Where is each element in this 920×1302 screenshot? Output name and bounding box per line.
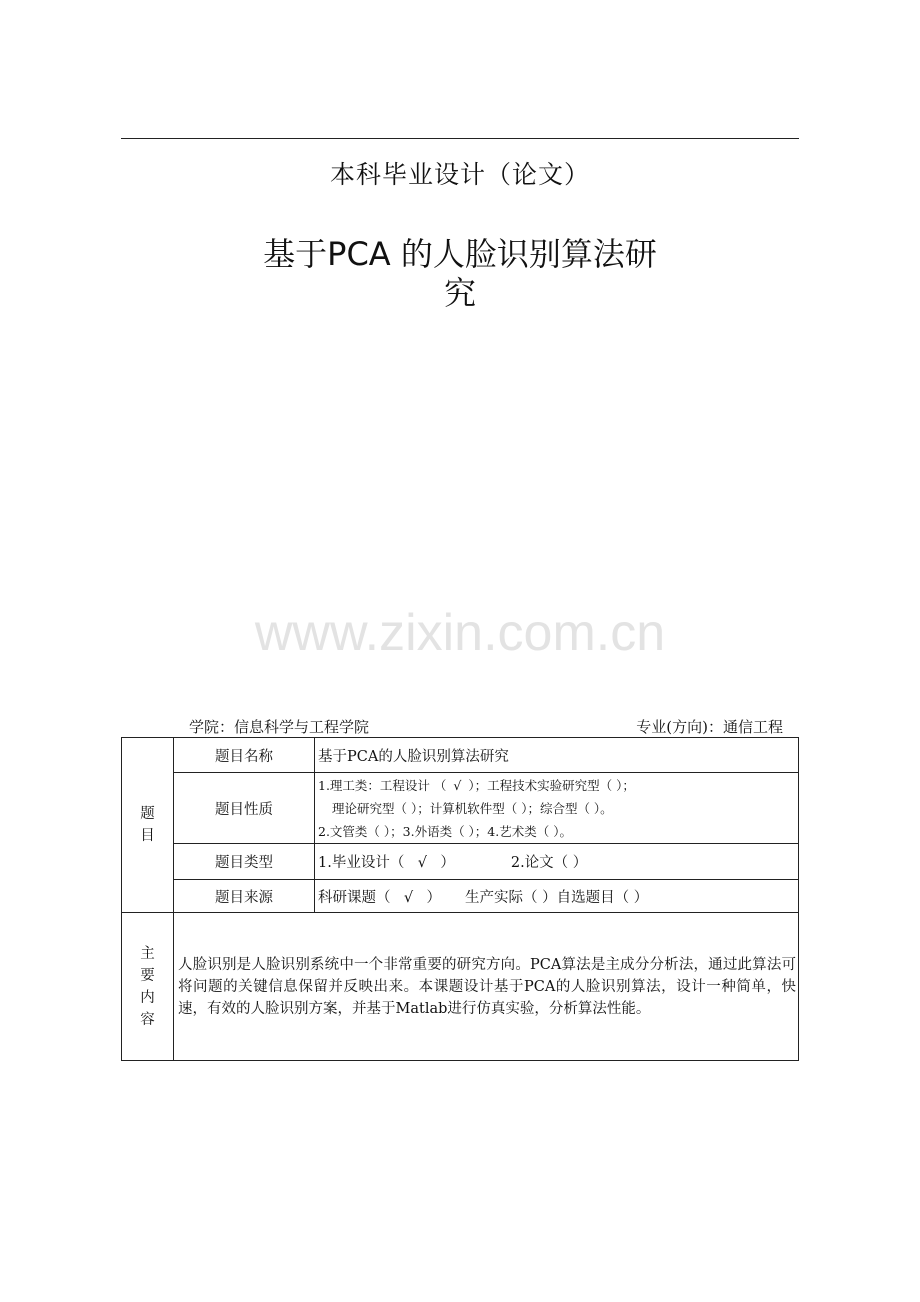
- type-graduation-design-close: ）: [440, 855, 455, 871]
- type-graduation-design: 1.毕业设计（: [318, 855, 405, 871]
- topic-name-value: 基于PCA的人脸识别算法研究: [315, 738, 799, 773]
- type-thesis: 2.论文（ ）: [510, 855, 588, 871]
- check-mark: √: [453, 777, 462, 793]
- nature-line-3: 2.文管类（ ）；3.外语类（ ）；4.艺术类（ ）。: [318, 823, 572, 839]
- check-mark: √: [417, 855, 427, 871]
- topic-type-options: [315, 844, 799, 880]
- row-topic-source: [122, 880, 799, 913]
- header-rule: [121, 138, 799, 139]
- nature-line-2: 理论研究型（ ）；计算机软件型（ ）；综合型（ ）。: [332, 800, 613, 816]
- row-topic-nature: [122, 773, 799, 844]
- nature-engineering-experiment: ）；工程技术实验研究型（ ）；: [468, 777, 635, 793]
- section-content-label: [122, 913, 174, 1061]
- topic-source-label: 题目来源: [174, 880, 315, 913]
- college-info: 学院：信息科学与工程学院: [189, 718, 370, 736]
- nature-line-1: [318, 774, 798, 797]
- section-content-char: 内: [140, 989, 155, 1006]
- nature-engineering-design: 1.理工类：工程设计 （: [318, 777, 447, 793]
- section-content-char: 容: [140, 1011, 155, 1028]
- topic-type-label: 题目类型: [174, 844, 315, 880]
- source-other: 生产实际（ ）自选题目（ ）: [465, 889, 649, 906]
- section-content-char: 主: [140, 945, 155, 962]
- check-mark: √: [403, 889, 414, 906]
- major-info: 专业(方向)：通信工程: [636, 718, 783, 736]
- source-research: 科研课题（: [318, 889, 391, 906]
- topic-nature-label: 题目性质: [174, 773, 315, 844]
- section-topic-char: 题: [140, 806, 155, 822]
- watermark: www.zixin.com.cn: [254, 604, 666, 662]
- section-content-char: 要: [140, 967, 155, 984]
- topic-source-options: [315, 880, 799, 913]
- row-main-content: [122, 913, 799, 1061]
- row-topic-name: [122, 738, 799, 773]
- topic-form-table: [121, 737, 799, 1061]
- row-topic-type: [122, 844, 799, 880]
- document-title-line2: 究: [443, 274, 476, 312]
- document-title-line1: 基于PCA 的人脸识别算法研: [263, 235, 657, 273]
- topic-name-label: 题目名称: [174, 738, 315, 773]
- source-research-close: ）: [426, 889, 441, 906]
- document-subtitle: 本科毕业设计（论文）: [329, 160, 590, 189]
- topic-nature-options: [315, 773, 799, 844]
- main-content-text: 人脸识别是人脸识别系统中一个非常重要的研究方向。PCA算法是主成分分析法，通过此算法可将问题的关键信息保留并反映出来。本课题设计基于PCA的人脸识别算法，设计一种简单，快速，有效的人脸识别方案，并基于Matlab进行仿真实验，分析算法性能。: [174, 913, 799, 1061]
- section-topic-label: [122, 738, 174, 913]
- section-topic-char: 目: [140, 828, 155, 844]
